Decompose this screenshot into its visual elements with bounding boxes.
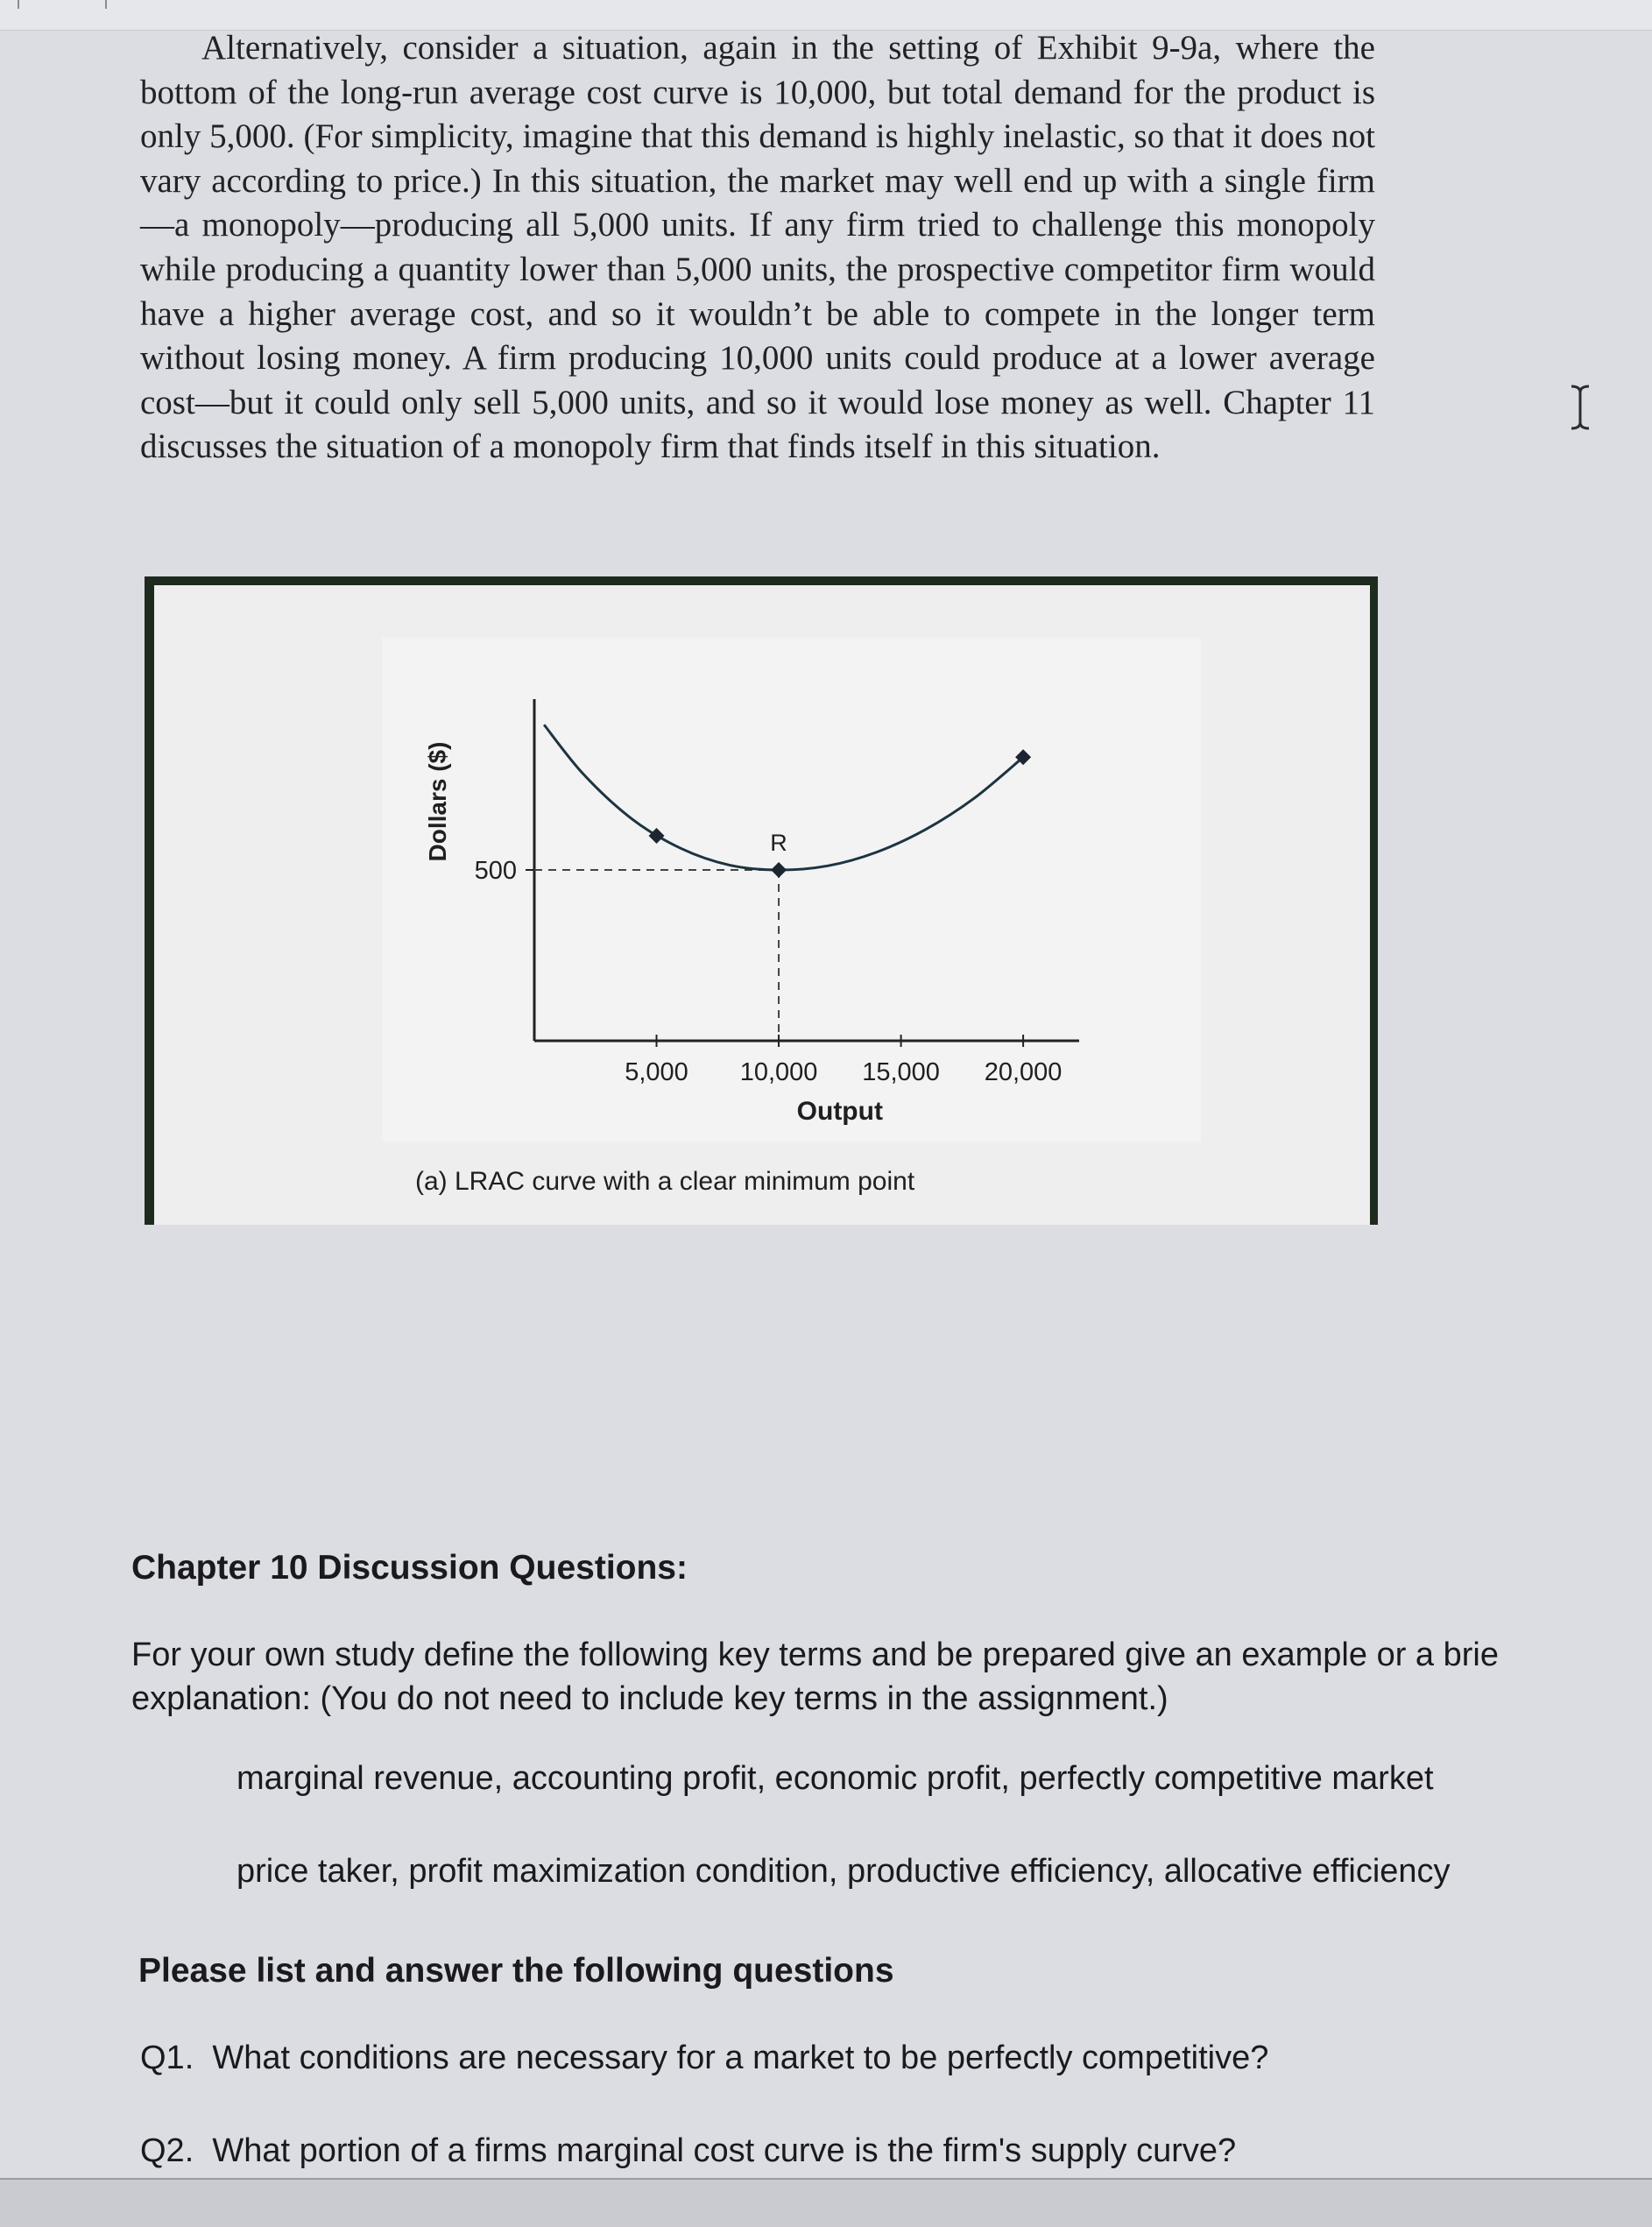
- x-tick-label: 15,000: [862, 1058, 940, 1086]
- chart-caption: (a) LRAC curve with a clear minimum point: [415, 1167, 915, 1196]
- question-text: What conditions are necessary for a market to be perfectly competitive?: [212, 2040, 1269, 2076]
- intro-line: explanation: (You do not need to include key terms in the assignment.): [131, 1680, 1168, 1717]
- lrac-chart: [154, 585, 1370, 1225]
- edge-tick: [105, 0, 107, 9]
- y-tick-label: 500: [474, 857, 517, 885]
- key-terms-list: marginal revenue, accounting profit, economic profit, perfectly competitive market: [237, 1760, 1434, 1797]
- x-tick-label: 10,000: [739, 1058, 818, 1086]
- x-tick-label: 5,000: [625, 1058, 688, 1086]
- question-text: What portion of a firms marginal cost curve is the firm's supply curve?: [212, 2132, 1237, 2169]
- key-terms-list: price taker, profit maximization condition, productive efficiency, allocative efficiency: [237, 1853, 1451, 1890]
- question-item: [140, 2040, 1652, 2077]
- questions-instruction: Please list and answer the following questions: [138, 1952, 894, 1990]
- book-paragraph: [140, 26, 1375, 470]
- y-axis-label: Dollars ($): [424, 741, 451, 862]
- discussion-heading: Chapter 10 Discussion Questions:: [131, 1549, 688, 1587]
- point-label: R: [770, 830, 787, 856]
- question-number: Q1.: [140, 2040, 194, 2076]
- text-cursor-icon: [1568, 384, 1592, 431]
- intro-line: For your own study define the following key terms and be prepared give an example or a brie: [131, 1637, 1499, 1673]
- exhibit-frame: [145, 576, 1378, 1225]
- key-terms-intro: [131, 1633, 1652, 1721]
- edge-tick: [18, 0, 19, 9]
- x-tick-label: 20,000: [984, 1058, 1063, 1086]
- book-paragraph-text: Alternatively, consider a situation, again in the setting of Exhibit 9-9a, where the bottom of the long-run average cost curve is 10,000, but total demand for the product is only 5,000. (For simplicity, imagine that this demand is highly inelastic, so that it does not vary according to price.) In this situation, the market may well end up with a single firm—a monopoly—producing all 5,000 units. If any firm tried to challenge this monopoly while producing a quantity lower than 5,000 units, the prospective competitor firm would have a higher average cost, and so it wouldn’t be able to compete in the longer term without losing money. A firm producing 10,000 units could produce at a lower average cost—but it could only sell 5,000 units, and so it would lose money as well. Chapter 11 discusses the situation of a monopoly firm that finds itself in this situation.: [140, 29, 1375, 466]
- x-axis-label: Output: [796, 1097, 883, 1126]
- question-number: Q2.: [140, 2132, 194, 2169]
- question-item: [140, 2132, 1652, 2170]
- page-bottom-strip: [0, 2180, 1652, 2227]
